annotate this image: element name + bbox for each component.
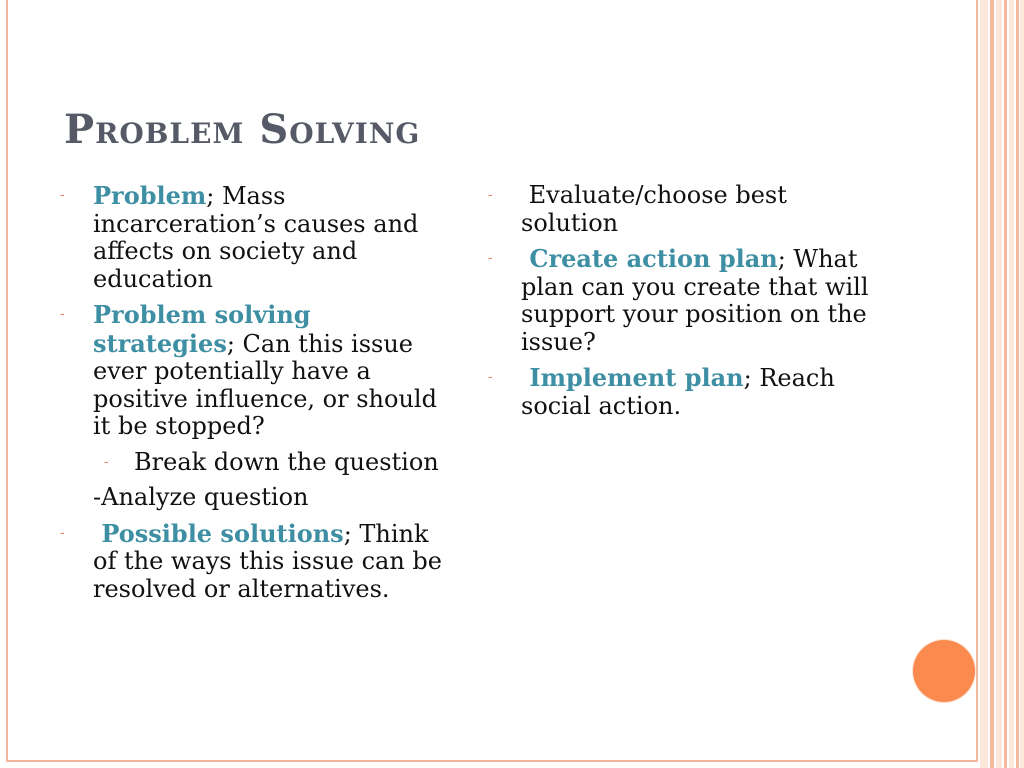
item-text: ; Think of the ways this issue can be resolved or alternatives. xyxy=(93,519,442,603)
bullet-marker: - xyxy=(60,525,65,541)
decorative-orange-circle xyxy=(913,640,975,702)
term-create-action-plan: Create action plan xyxy=(521,244,778,273)
term-problem-solving-strategies: Problem solving strategies xyxy=(93,300,311,358)
item-text: ; What plan can you create that will support your position on the issue? xyxy=(521,245,869,356)
list-subitem-break-down xyxy=(60,449,455,477)
list-item-problem xyxy=(60,182,455,293)
stripe xyxy=(996,0,1002,768)
bullet-marker: - xyxy=(60,188,65,203)
item-text: -Analyze question xyxy=(93,483,309,511)
bullet-marker: - xyxy=(488,188,493,203)
term-implement-plan: Implement plan xyxy=(521,363,744,392)
bullet-marker: - xyxy=(60,307,65,322)
bullet-marker: - xyxy=(104,454,109,470)
stripe xyxy=(1016,0,1019,768)
stripe xyxy=(1020,0,1024,768)
stripe xyxy=(980,0,988,768)
item-text: ; Mass incarceration’s causes and affects on society and education xyxy=(93,182,419,293)
left-column xyxy=(60,182,455,611)
item-text: ; Can this issue ever potentially have a positive influence, or should it be stopped? xyxy=(93,329,437,440)
bullet-marker: - xyxy=(488,251,493,266)
list-item-evaluate xyxy=(488,182,873,237)
list-item-problem-solving-strategies xyxy=(60,301,455,441)
item-text: ; Reach social action. xyxy=(521,364,835,420)
term-problem: Problem xyxy=(93,181,207,210)
item-text: Evaluate/choose best solution xyxy=(521,181,795,237)
list-item-implement-plan xyxy=(488,364,873,420)
stripe xyxy=(990,0,994,768)
slide-title: Problem Solving xyxy=(64,106,421,153)
list-item-create-action-plan xyxy=(488,245,873,356)
list-item-analyze-question xyxy=(60,484,455,512)
item-text: Break down the question xyxy=(134,447,439,476)
bullet-marker: - xyxy=(488,370,493,385)
stripe xyxy=(1009,0,1014,768)
term-possible-solutions: Possible solutions xyxy=(93,518,344,548)
stripe xyxy=(1004,0,1007,768)
list-item-possible-solutions xyxy=(60,520,455,604)
right-column xyxy=(488,182,873,428)
